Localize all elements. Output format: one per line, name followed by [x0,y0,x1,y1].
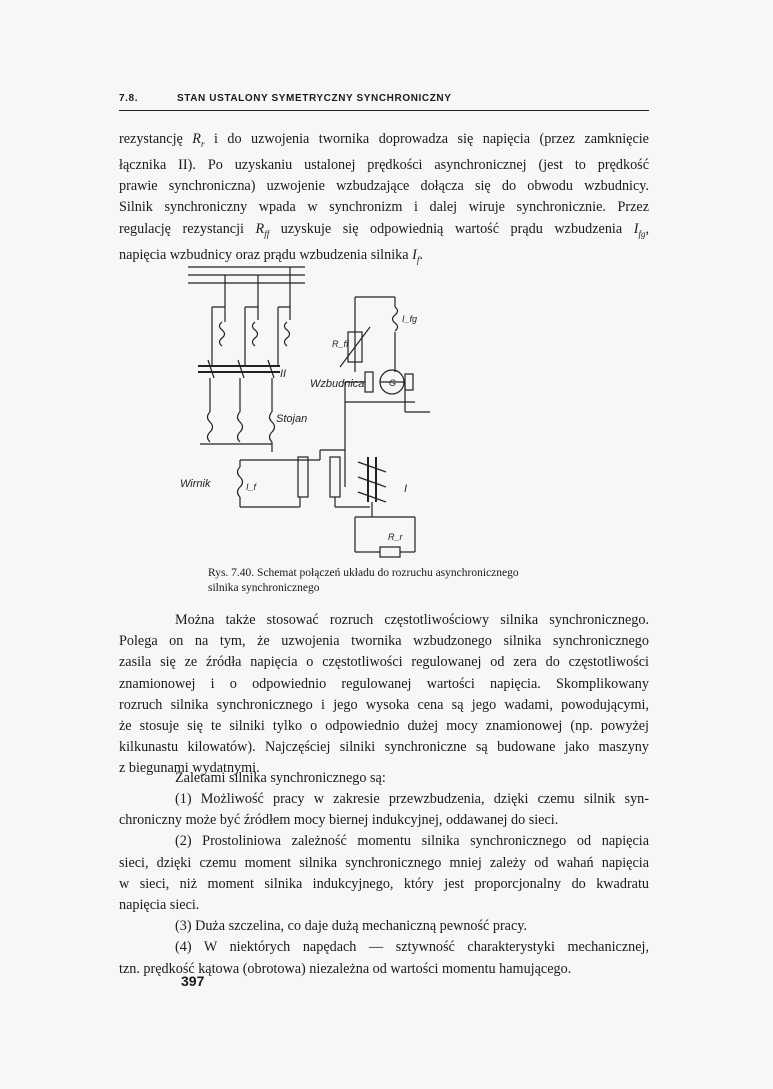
paragraph-2-line: z biegunami wydatnymi. [119,760,260,777]
list-item-1-line: chroniczny może być źródłem mocy biernej indukcyjnej, oddawanej do sieci. [119,812,559,829]
section-number: 7.8. [119,93,139,104]
list-item [119,916,649,937]
paragraph-1-line: rezystancję $R_r$ i do uzwojenia twornika doprowadza się napięcia (przez zamknięcie [119,131,649,149]
paragraph-2-line: znamionowej i o odpowiednio regulowanej wartości napięcia. Skomplikowany [119,675,649,692]
paragraph-1-line: Silnik synchroniczny wpada w synchronizm i dalej wiruje synchronicznie. Przez [119,199,649,216]
section-title: STAN USTALONY SYMETRYCZNY SYNCHRONICZNY [177,93,452,104]
paragraph-2-line: zasila się ze źródła napięcia o częstotliwości regulowanej od zera do częstotliwości [119,654,649,671]
label-wzbudnica: Wzbudnica [310,378,365,390]
label-ifg: I_fg [402,314,418,324]
paragraph-3 [119,768,649,789]
paragraph-1-line: łącznika II). Po uzyskaniu ustalonej prędkości asynchronicznej (jest to prędkość [119,157,649,174]
label-stojan: Stojan [276,413,308,425]
caption-line-2: silnika synchronicznego [208,582,320,594]
label-g: G [389,378,397,388]
list-item-2-line: w sieci, niż moment silnika indukcyjnego, który jest proporcjonalny do kwadratu [119,875,649,892]
resistor-rr [380,547,400,557]
paragraph-1-line: napięcia wzbudnicy oraz prądu wzbudzenia silnika $I_f$. [119,246,423,265]
advantages-intro: Zaletami silnika synchronicznego są: [175,770,386,786]
list-item [119,789,649,831]
page-number: 397 [181,973,205,989]
list-item-2-line: (2) Prostoliniowa zależność momentu silnika synchronicznego od napięcia [175,833,649,850]
circuit-diagram [180,262,450,562]
paragraph-2-line: rozruch silnika synchronicznego i jego wysoka cena są jego wadami, powodującymi, [119,696,649,713]
list-item [119,831,649,916]
paragraph-2 [119,610,649,780]
label-rff: R_ff [332,339,349,349]
paragraph-2-line: Można także stosować rozruch częstotliwościowy silnika synchronicznego. [175,612,649,628]
figure-caption [208,566,608,596]
paragraph-2-line: Polega on na tym, że uzwojenia twornika wzbudzonego silnika synchronicznego [119,633,649,650]
label-rr: R_r [388,532,403,542]
list-item-4-line: (4) W niektórych napędach — sztywność charakterystyki mechanicznej, [175,939,649,956]
label-if: I_f [246,482,257,492]
caption-line-1: Rys. 7.40. Schemat połączeń układu do rozruchu asynchronicznego [208,567,519,579]
list-item-4-line: tzn. prędkość kątowa (obrotowa) niezależna od wartości momentu hamującego. [119,960,572,977]
paragraph-1-line: prawie synchroniczna) uzwojenie wzbudzające dołącza się do obwodu wzbudnicy. [119,178,649,195]
label-switch-I: I [404,483,408,495]
label-wirnik: Wirnik [180,478,211,490]
paragraph-1-line: regulację rezystancji $R_{ff}$ uzyskuje się odpowiednią wartość prądu wzbudzenia $I_{fg}$, [119,220,649,239]
list-item-1-line: (1) Możliwość pracy w zakresie przewzbudzenia, dzięki czemu silnik syn- [175,791,649,807]
advantages-list [119,789,649,980]
list-item-3-line: (3) Duża szczelina, co daje dużą mechaniczną pewność pracy. [175,918,527,935]
list-item-2-line: napięcia sieci. [119,897,200,914]
paragraph-1 [119,129,649,271]
paragraph-2-line: kilkunastu kilowatów). Najczęściej silniki synchroniczne są budowane jako maszyny [119,739,649,756]
header-rule [119,110,649,111]
list-item-2-line: sieci, dzięki czemu moment silnika synchronicznego mniej zależy od wahań napięcia [119,854,649,871]
paragraph-2-line: że stosuje się te silniki tylko o odpowiednio dużej mocy znamionowej (np. powyżej [119,718,649,735]
label-switch-II: II [280,368,287,380]
